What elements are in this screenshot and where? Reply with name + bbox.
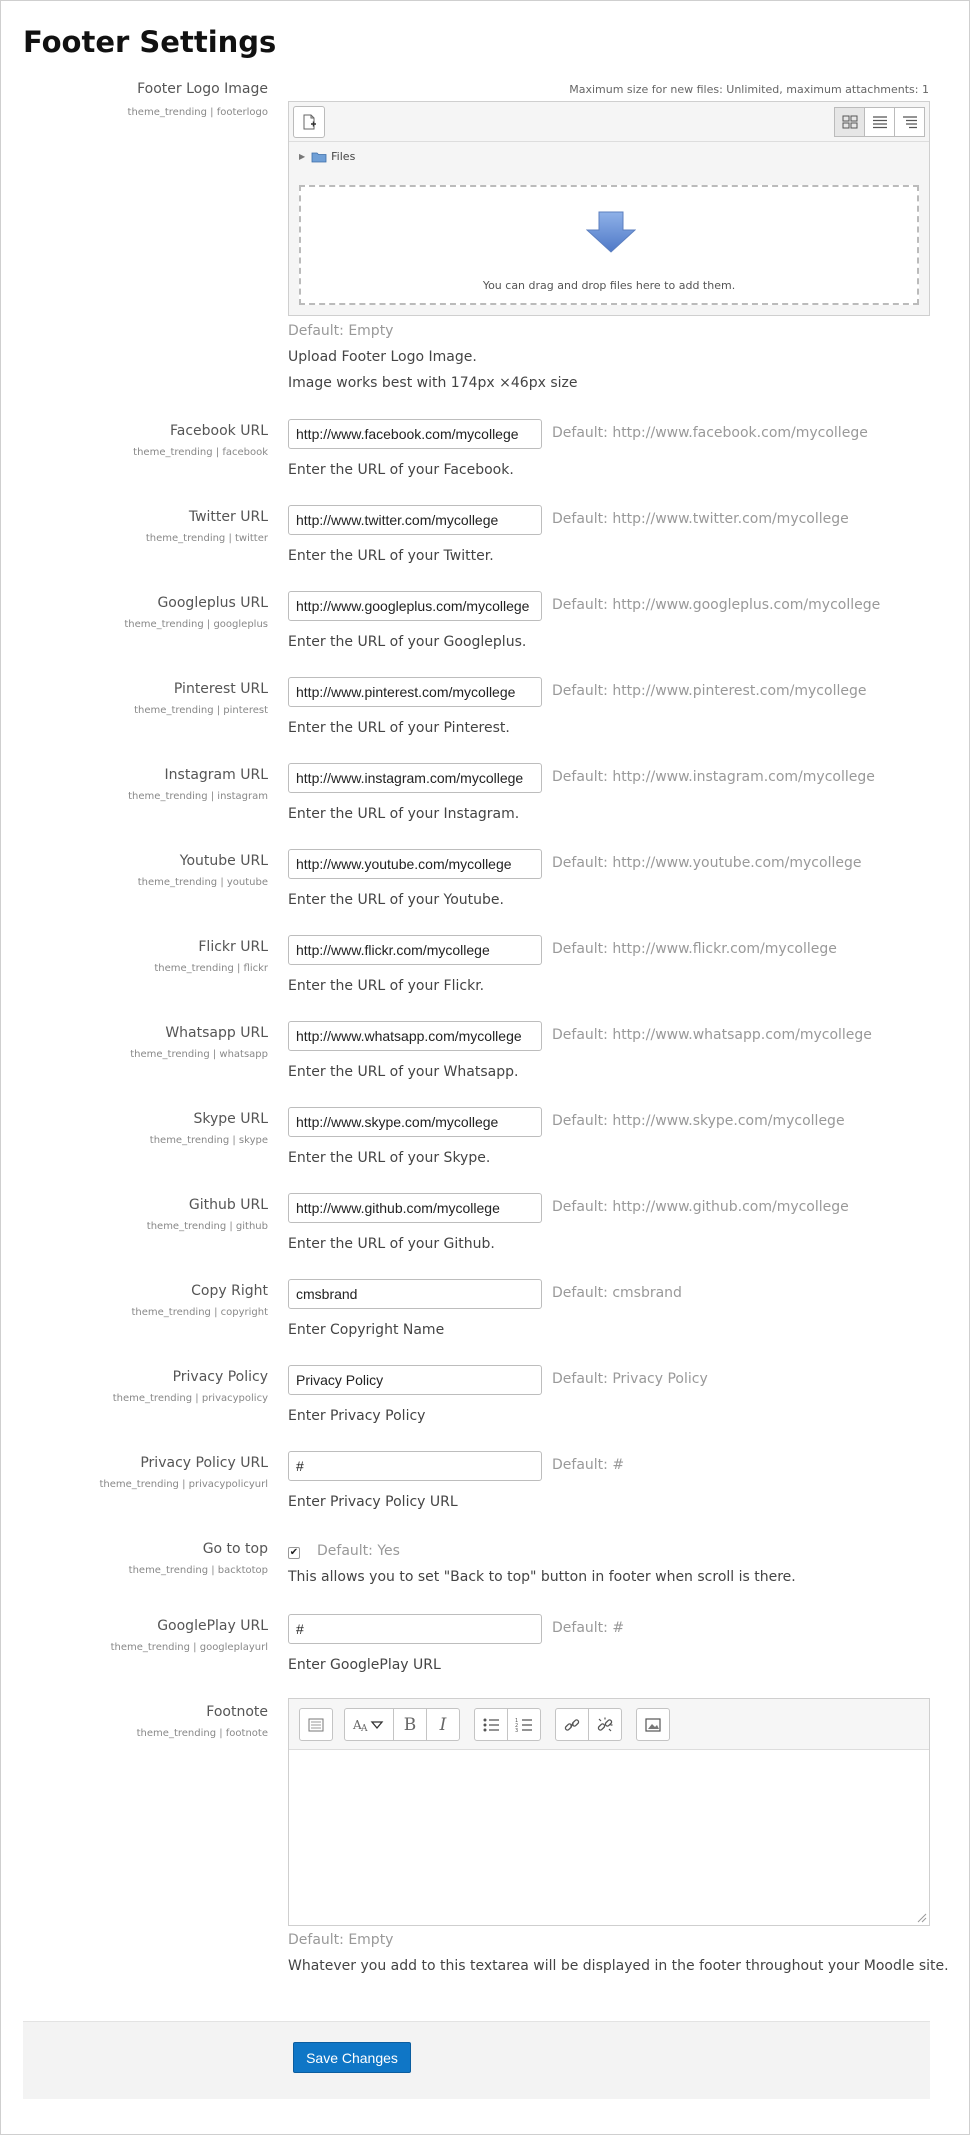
drop-instruction: You can drag and drop files here to add them. bbox=[482, 279, 736, 292]
unlink-button[interactable] bbox=[588, 1708, 622, 1741]
default-value: Default: http://www.twitter.com/mycollege bbox=[552, 511, 849, 527]
italic-button[interactable]: I bbox=[426, 1708, 460, 1741]
default-value: Default: # bbox=[552, 1620, 625, 1636]
setting-label: Instagram URL bbox=[164, 767, 268, 783]
expand-triangle-icon: ▶ bbox=[299, 152, 306, 161]
facebook-url-input[interactable]: http://www.facebook.com/mycollege bbox=[288, 419, 542, 449]
svg-text:3: 3 bbox=[515, 1727, 519, 1733]
setting-description: Enter the URL of your Whatsapp. bbox=[288, 1064, 519, 1080]
setting-description: Enter the URL of your Twitter. bbox=[288, 548, 494, 564]
setting-description: Enter Copyright Name bbox=[288, 1322, 445, 1338]
setting-id: theme_trending | copyright bbox=[131, 1307, 268, 1318]
page-title: Footer Settings bbox=[23, 25, 277, 59]
setting-label: Youtube URL bbox=[179, 853, 268, 869]
view-switcher bbox=[835, 107, 925, 137]
footnote-editor bbox=[288, 1698, 930, 1926]
twitter-url-input[interactable]: http://www.twitter.com/mycollege bbox=[288, 505, 542, 535]
setting-description: Enter the URL of your Pinterest. bbox=[288, 720, 510, 736]
setting-id: theme_trending | instagram bbox=[128, 791, 268, 802]
setting-description: Enter Privacy Policy URL bbox=[288, 1494, 458, 1510]
setting-label: Skype URL bbox=[193, 1111, 268, 1127]
toolbar-group-media bbox=[636, 1708, 670, 1741]
setting-id: theme_trending | github bbox=[146, 1221, 268, 1232]
whatsapp-url-input[interactable]: http://www.whatsapp.com/mycollege bbox=[288, 1021, 542, 1051]
form-actions bbox=[23, 2021, 930, 2099]
setting-label: Copy Right bbox=[191, 1283, 268, 1299]
github-url-input[interactable]: http://www.github.com/mycollege bbox=[288, 1193, 542, 1223]
bullet-list-icon bbox=[482, 1717, 500, 1733]
editor-toolbar bbox=[289, 1699, 929, 1750]
setting-description: Upload Footer Logo Image. bbox=[288, 349, 477, 365]
setting-label: Pinterest URL bbox=[173, 681, 268, 697]
setting-label: Googleplus URL bbox=[157, 595, 268, 611]
copyright-input[interactable]: cmsbrand bbox=[288, 1279, 542, 1309]
setting-label: Footnote bbox=[206, 1704, 268, 1720]
pinterest-url-input[interactable]: http://www.pinterest.com/mycollege bbox=[288, 677, 542, 707]
folder-icon bbox=[311, 151, 327, 163]
setting-id: theme_trending | youtube bbox=[137, 877, 268, 888]
file-picker bbox=[288, 101, 930, 316]
setting-id: theme_trending | whatsapp bbox=[130, 1049, 268, 1060]
setting-description: Enter the URL of your Skype. bbox=[288, 1150, 491, 1166]
unlink-icon bbox=[596, 1716, 614, 1734]
files-folder-label: Files bbox=[331, 150, 356, 163]
setting-description: Enter the URL of your Googleplus. bbox=[288, 634, 527, 650]
youtube-url-input[interactable]: http://www.youtube.com/mycollege bbox=[288, 849, 542, 879]
svg-text:A: A bbox=[361, 1723, 368, 1734]
font-style-icon bbox=[352, 1716, 386, 1734]
setting-label: Whatsapp URL bbox=[165, 1025, 268, 1041]
googleplus-url-input[interactable]: http://www.googleplus.com/mycollege bbox=[288, 591, 542, 621]
default-value: Default: http://www.github.com/mycollege bbox=[552, 1199, 849, 1215]
setting-description: Whatever you add to this textarea will be displayed in the footer throughout your Moodle site. bbox=[288, 1958, 949, 1974]
default-value: Default: http://www.youtube.com/mycollege bbox=[552, 855, 862, 871]
default-value: Default: cmsbrand bbox=[552, 1285, 682, 1301]
save-changes-button[interactable]: Save Changes bbox=[293, 2042, 411, 2073]
instagram-url-input[interactable]: http://www.instagram.com/mycollege bbox=[288, 763, 542, 793]
setting-id: theme_trending | privacypolicyurl bbox=[99, 1479, 268, 1490]
default-value: Default: http://www.skype.com/mycollege bbox=[552, 1113, 845, 1129]
default-value: Default: http://www.googleplus.com/mycollege bbox=[552, 597, 881, 613]
tree-icon bbox=[902, 115, 918, 129]
setting-id: theme_trending | flickr bbox=[154, 963, 268, 974]
setting-description: Enter the URL of your Flickr. bbox=[288, 978, 485, 994]
setting-id: theme_trending | facebook bbox=[133, 447, 268, 458]
default-value: Default: http://www.facebook.com/mycollege bbox=[552, 425, 868, 441]
default-value: Default: Privacy Policy bbox=[552, 1371, 708, 1387]
list-icon bbox=[872, 115, 888, 129]
default-value: Default: Empty bbox=[288, 323, 394, 339]
go-to-top-checkbox[interactable]: ✔ bbox=[289, 1547, 299, 1558]
file-path-breadcrumb[interactable] bbox=[299, 150, 355, 163]
setting-id: theme_trending | twitter bbox=[145, 533, 268, 544]
default-value: Default: http://www.flickr.com/mycollege bbox=[552, 941, 837, 957]
setting-id: theme_trending | footerlogo bbox=[127, 107, 268, 118]
privacy-policy-url-input[interactable]: # bbox=[288, 1451, 542, 1481]
ordered-list-button[interactable] bbox=[507, 1708, 541, 1741]
image-icon bbox=[644, 1717, 662, 1733]
add-file-icon bbox=[300, 113, 318, 131]
paragraph-styles-button[interactable] bbox=[344, 1708, 394, 1741]
googleplay-url-input[interactable]: # bbox=[288, 1614, 542, 1644]
default-value: Default: http://www.instagram.com/mycollege bbox=[552, 769, 875, 785]
default-value: Default: Empty bbox=[288, 1932, 394, 1948]
resize-handle-icon[interactable] bbox=[917, 1913, 927, 1923]
setting-id: theme_trending | footnote bbox=[136, 1728, 268, 1739]
setting-description: Enter Privacy Policy bbox=[288, 1408, 426, 1424]
default-value: Default: Yes bbox=[317, 1543, 400, 1559]
add-file-button[interactable] bbox=[293, 106, 325, 138]
svg-text:A: A bbox=[353, 1717, 362, 1732]
setting-description: Enter the URL of your Youtube. bbox=[288, 892, 504, 908]
setting-id: theme_trending | googleplus bbox=[124, 619, 268, 630]
download-arrow-icon bbox=[586, 211, 636, 253]
default-value: Default: http://www.pinterest.com/mycollege bbox=[552, 683, 867, 699]
setting-id: theme_trending | skype bbox=[149, 1135, 268, 1146]
default-value: Default: # bbox=[552, 1457, 625, 1473]
setting-description: Image works best with 174px ×46px size bbox=[288, 375, 578, 391]
setting-id: theme_trending | googleplayurl bbox=[110, 1642, 268, 1653]
setting-description: Enter the URL of your Facebook. bbox=[288, 462, 514, 478]
setting-label: Privacy Policy bbox=[172, 1369, 268, 1385]
setting-label: Privacy Policy URL bbox=[140, 1455, 268, 1471]
tree-view-button[interactable] bbox=[894, 107, 925, 137]
setting-description: Enter the URL of your Instagram. bbox=[288, 806, 520, 822]
svg-text:1: 1 bbox=[515, 1717, 519, 1724]
numbered-list-icon bbox=[515, 1717, 533, 1733]
setting-label: Facebook URL bbox=[169, 423, 268, 439]
svg-text:2: 2 bbox=[515, 1722, 519, 1729]
insert-image-button[interactable] bbox=[636, 1708, 670, 1741]
setting-label: Flickr URL bbox=[198, 939, 268, 955]
icon-view-button[interactable] bbox=[834, 107, 865, 137]
default-value: Default: http://www.whatsapp.com/mycollege bbox=[552, 1027, 872, 1043]
skype-url-input[interactable]: http://www.skype.com/mycollege bbox=[288, 1107, 542, 1137]
max-size-info: Maximum size for new files: Unlimited, maximum attachments: 1 bbox=[569, 83, 929, 96]
setting-label: Go to top bbox=[202, 1541, 268, 1557]
privacy-policy-input[interactable]: Privacy Policy bbox=[288, 1365, 542, 1395]
link-button[interactable] bbox=[555, 1708, 589, 1741]
grid-icon bbox=[842, 115, 858, 129]
footnote-textarea[interactable] bbox=[289, 1750, 929, 1925]
setting-id: theme_trending | privacypolicy bbox=[112, 1393, 268, 1404]
setting-description: Enter the URL of your Github. bbox=[288, 1236, 495, 1252]
bold-button[interactable]: B bbox=[393, 1708, 427, 1741]
setting-label: Twitter URL bbox=[188, 509, 268, 525]
setting-id: theme_trending | pinterest bbox=[134, 705, 268, 716]
setting-description: Enter GooglePlay URL bbox=[288, 1657, 441, 1673]
show-more-buttons[interactable] bbox=[299, 1708, 333, 1741]
toolbar-group-collapse bbox=[299, 1708, 333, 1741]
setting-label: Github URL bbox=[188, 1197, 268, 1213]
setting-description: This allows you to set "Back to top" button in footer when scroll is there. bbox=[288, 1569, 796, 1585]
setting-label: GooglePlay URL bbox=[157, 1618, 268, 1634]
flickr-url-input[interactable]: http://www.flickr.com/mycollege bbox=[288, 935, 542, 965]
toolbar-group-links bbox=[555, 1708, 622, 1741]
setting-id: theme_trending | backtotop bbox=[128, 1565, 268, 1576]
file-picker-toolbar bbox=[289, 102, 929, 142]
toolbar-group-lists bbox=[474, 1708, 541, 1741]
toolbar-toggle-icon bbox=[307, 1716, 325, 1734]
link-icon bbox=[563, 1716, 581, 1734]
unordered-list-button[interactable] bbox=[474, 1708, 508, 1741]
setting-label: Footer Logo Image bbox=[137, 81, 268, 97]
list-view-button[interactable] bbox=[864, 107, 895, 137]
toolbar-group-style bbox=[344, 1708, 460, 1741]
file-drop-zone[interactable] bbox=[299, 185, 919, 305]
